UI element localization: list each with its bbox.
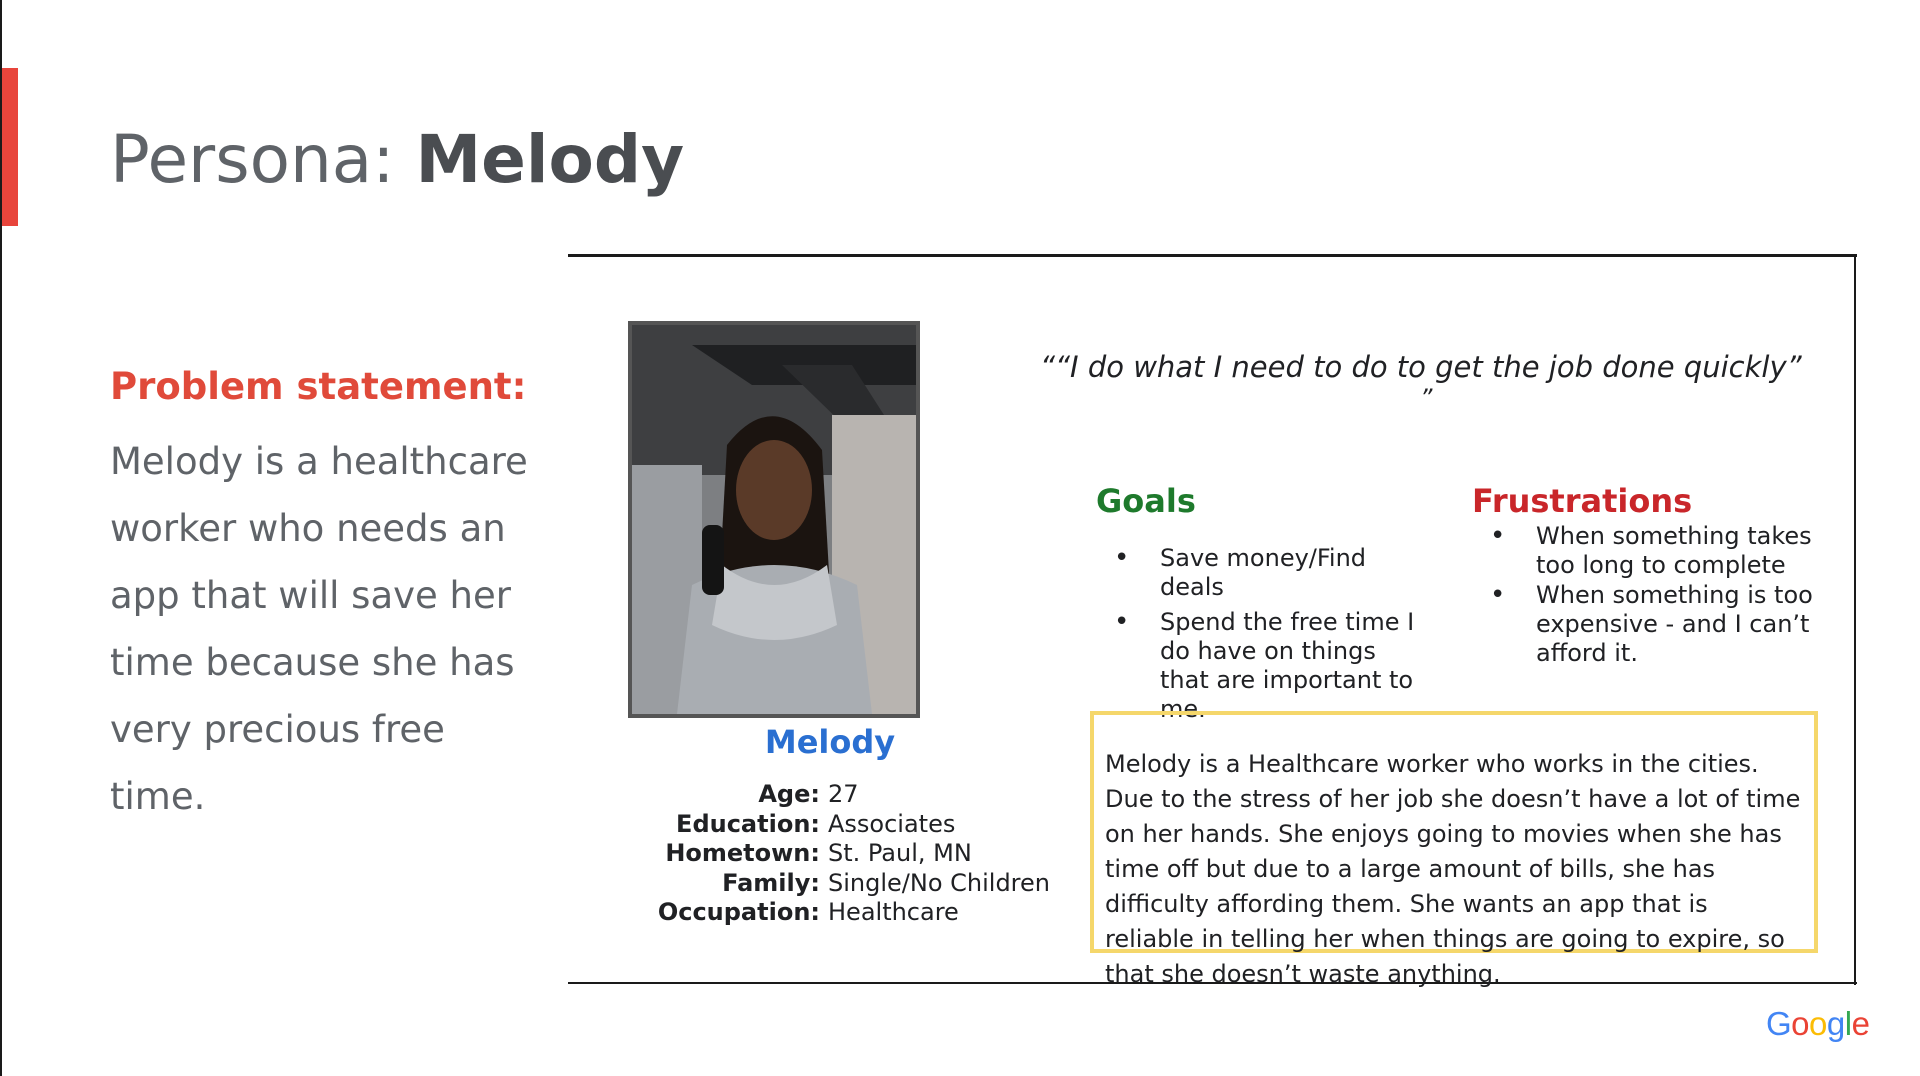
goals-list: [1160, 544, 1430, 730]
frustrations-list: [1536, 522, 1836, 669]
card-border-right: [1854, 254, 1856, 985]
detail-label: Hometown:: [665, 839, 820, 867]
detail-hometown: [640, 839, 1060, 869]
persona-photo: [628, 321, 920, 718]
detail-family: [640, 869, 1060, 899]
card-border-top: [568, 254, 1857, 257]
detail-value: Single/No Children: [828, 868, 1050, 897]
detail-age: [640, 780, 1060, 810]
detail-label: Occupation:: [657, 898, 820, 926]
problem-statement-heading: Problem statement:: [110, 365, 527, 408]
detail-value: 27: [828, 780, 859, 808]
persona-quote-trailing-mark: ”: [1420, 384, 1433, 412]
frustration-item: • When something takes too long to complete: [1536, 522, 1836, 580]
detail-education: [640, 810, 1060, 840]
persona-name: Melody: [764, 723, 896, 761]
page-title: [110, 120, 684, 199]
detail-label: Family:: [722, 868, 820, 897]
detail-value: Healthcare: [828, 898, 959, 926]
frustrations-heading: Frustrations: [1472, 482, 1693, 520]
title-accent-bar: [2, 68, 18, 226]
persona-photo-illustration: [632, 325, 916, 714]
detail-value: St. Paul, MN: [828, 839, 972, 867]
goals-heading: Goals: [1096, 482, 1196, 520]
frustration-item: • When something is too expensive - and I can’t afford it.: [1536, 581, 1836, 668]
persona-bio: Melody is a Healthcare worker who works in the cities. Due to the stress of her job she doesn’t have a lot of time on her hands. She enjoys going to movies when she has time off but due to a large amount of bills, she has difficulty affording them. She wants an app that is reliable in telling her when things are going to expire, so that she doesn’t waste anything.: [1090, 711, 1818, 953]
google-logo: Google: [1766, 1005, 1870, 1042]
detail-value: Associates: [828, 809, 956, 838]
goal-item: • Save money/Find deals: [1160, 544, 1430, 602]
title-prefix: Persona:: [110, 121, 416, 198]
detail-label: Age:: [758, 780, 820, 808]
goal-item: • Spend the free time I do have on things that are important to me.: [1160, 608, 1430, 724]
title-name: Melody: [415, 121, 685, 198]
problem-statement-text: Melody is a healthcare worker who needs an app that will save her time because she has very precious free time.: [110, 440, 528, 818]
detail-label: Education:: [676, 809, 820, 838]
detail-occupation: [640, 898, 1060, 928]
persona-quote: ““I do what I need to do to get the job done quickly”: [1040, 350, 1802, 384]
persona-details: [640, 780, 1060, 928]
